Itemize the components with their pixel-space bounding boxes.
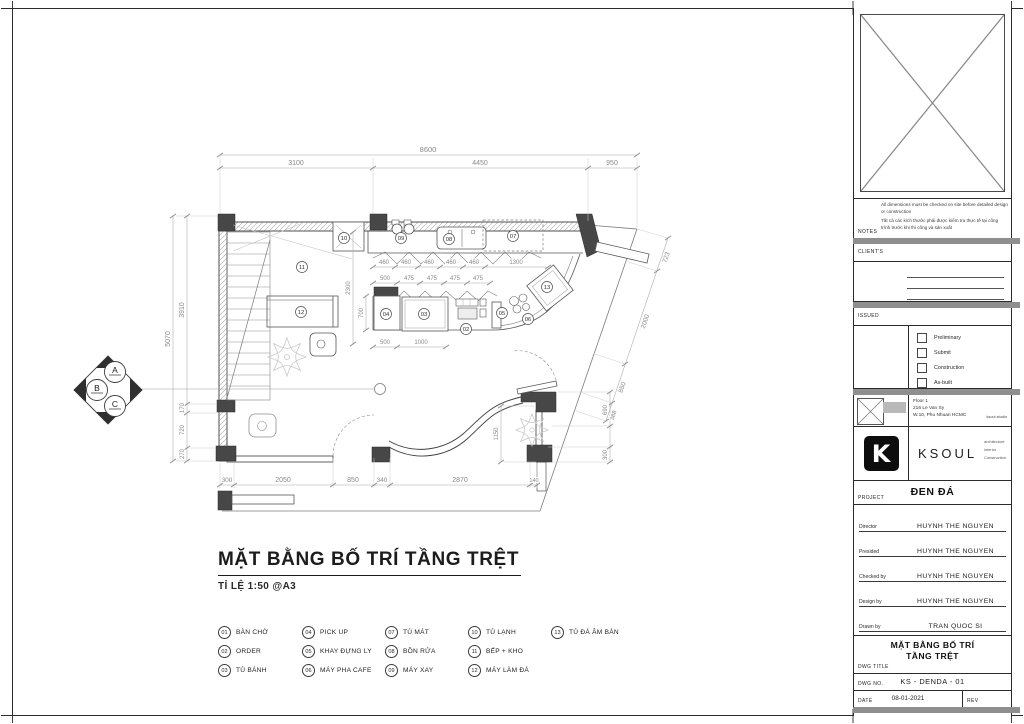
legend-item-number: 01 — [218, 626, 231, 639]
client-signature-line — [907, 289, 1004, 300]
issued-option-label: Submit — [934, 349, 951, 356]
dim-slant-3: 850 — [617, 381, 628, 394]
person-name: HUYNH THE NGUYEN — [917, 523, 994, 530]
dim-left-total: 5070 — [165, 331, 172, 347]
company-name: KSOUL — [918, 446, 978, 461]
rev-label: REV — [967, 698, 979, 704]
dim-im-4: 475 — [449, 276, 461, 282]
tag-02 — [461, 324, 472, 335]
dim-ib-1: 500 — [379, 340, 391, 346]
legend-column — [218, 626, 302, 683]
legend-item — [468, 626, 551, 639]
legend-item-label: KHAY ĐỰNG LY — [320, 648, 372, 655]
dim-bottom-2: 2050 — [275, 477, 291, 484]
tag-03 — [419, 309, 430, 320]
legend-item — [385, 664, 468, 677]
dim-top-1: 3100 — [288, 160, 304, 167]
marker-b: B — [94, 383, 100, 393]
legend-item — [385, 645, 468, 658]
dim-im-3: 475 — [426, 276, 438, 282]
dim-it-1: 460 — [378, 260, 390, 266]
legend-item — [218, 626, 302, 639]
dim-top-total: 8600 — [419, 145, 437, 154]
dim-bottom-6: 140 — [529, 478, 539, 484]
legend-item — [468, 645, 551, 658]
person-name: TRAN QUOC SI — [928, 623, 983, 630]
dwg-title-line2: TẦNG TRỆT — [906, 651, 959, 662]
checkbox[interactable] — [917, 378, 927, 388]
person-row — [859, 557, 1006, 582]
person-row — [859, 507, 1006, 532]
dim-it-2: 460 — [400, 260, 412, 266]
person-name: HUYNH THE NGUYEN — [917, 548, 994, 555]
legend-item-number: 13 — [551, 626, 564, 639]
legend-item-number: 03 — [218, 664, 231, 677]
tag-10-num: 10 — [340, 236, 348, 243]
dim-v700: 700 — [359, 307, 365, 319]
tag-11 — [297, 262, 308, 273]
dim-bottom-5: 2870 — [452, 477, 468, 484]
tag-09 — [396, 233, 407, 244]
dim-right-v1: 690 — [603, 404, 609, 416]
divider-bar — [853, 707, 1020, 713]
date-value: 08-01-2021 — [891, 695, 925, 702]
dim-im-1: 500 — [379, 276, 391, 282]
tag-08 — [444, 234, 455, 245]
studio-tag: ksoul studio — [986, 414, 1007, 420]
ksoul-logo-icon: K — [864, 436, 899, 471]
issued-option — [917, 375, 1011, 390]
notes-label: NOTES — [858, 229, 878, 235]
person-role: Checked by — [859, 574, 886, 580]
service-line: interior — [984, 447, 997, 453]
issued-option-label: Construction — [934, 364, 965, 371]
floor-sink — [310, 333, 336, 356]
tag-06-num: 06 — [524, 317, 532, 324]
tag-06 — [523, 314, 534, 325]
dim-left-2: 170 — [180, 402, 186, 414]
dim-it-4: 460 — [445, 260, 457, 266]
dim-bottom-1: 300 — [221, 477, 233, 484]
tag-12 — [296, 307, 307, 318]
notes-text-en: All dimensions must be checked on site before detailed design or construction — [881, 202, 1008, 214]
legend-item-label: BÀN CHỜ — [236, 629, 269, 636]
dim-v2300: 2300 — [346, 281, 352, 295]
issued-option-label: Preliminary — [934, 334, 961, 341]
dim-right-v2: 300 — [603, 449, 609, 461]
client-signature-line — [907, 267, 1004, 278]
legend-item-number: 08 — [385, 645, 398, 658]
tag-02-num: 02 — [462, 327, 470, 334]
legend-item — [302, 664, 385, 677]
legend-item-number: 07 — [385, 626, 398, 639]
studio-mark — [854, 395, 909, 426]
dim-bottom-3: 850 — [347, 477, 359, 484]
person-role: Design by — [859, 599, 882, 605]
checkbox[interactable] — [917, 348, 927, 358]
legend-item-label: TỦ BÁNH — [236, 667, 267, 674]
logo-section — [854, 427, 1011, 481]
person-row — [859, 607, 1006, 632]
legend-column — [302, 626, 385, 683]
plant-icon — [260, 330, 314, 384]
legend-item-label: TỦ MÁT — [403, 629, 430, 636]
tag-13 — [542, 282, 553, 293]
dim-v1150: 1150 — [494, 427, 500, 441]
address-line: 216 Le Van Sy — [913, 406, 945, 412]
tag-05 — [497, 308, 508, 319]
legend-item — [218, 645, 302, 658]
service-line: Construction — [984, 455, 1006, 461]
legend-item-label: TỦ LẠNH — [486, 629, 516, 636]
dim-im-2: 475 — [403, 276, 415, 282]
date-label: DATE — [858, 698, 873, 704]
dim-bottom-4: 340 — [376, 477, 388, 484]
tag-07 — [508, 231, 519, 242]
dim-left-3: 720 — [180, 424, 186, 436]
legend-column — [468, 626, 551, 683]
dim-left-4: 270 — [180, 448, 186, 460]
legend-item-label: MÁY PHA CAFE — [320, 667, 372, 674]
legend-column — [385, 626, 468, 683]
outdoor-bench — [218, 491, 294, 510]
dwg-title-label: DWG TITLE — [858, 664, 889, 670]
crossed-box-icon — [857, 398, 884, 425]
title-block — [853, 8, 1012, 716]
tag-05-num: 05 — [498, 311, 506, 318]
legend-item-label: BỒN RỬA — [403, 648, 436, 655]
legend-column — [551, 626, 681, 683]
dwg-no-value: KS - DENDA - 01 — [900, 677, 965, 686]
legend-item-number: 09 — [385, 664, 398, 677]
dim-slant-4: 388 — [609, 409, 619, 422]
tag-11-num: 11 — [298, 265, 306, 272]
tag-09-num: 09 — [397, 236, 405, 243]
legend-item — [551, 626, 681, 639]
legend-item-number: 02 — [218, 645, 231, 658]
legend-item — [385, 626, 468, 639]
issued-spacer — [854, 326, 909, 389]
section-marker — [74, 356, 142, 424]
dim-ib-2: 1000 — [414, 340, 428, 346]
date-section — [854, 691, 1011, 707]
clients-section — [854, 244, 1011, 302]
issued-label: ISSUED — [858, 313, 880, 319]
issued-option — [917, 360, 1011, 375]
tag-03-num: 03 — [420, 312, 428, 319]
address-line: Floor 1 — [913, 399, 928, 404]
marker-c: C — [111, 399, 119, 409]
people-section — [854, 505, 1011, 636]
tag-10 — [339, 233, 350, 244]
pos-terminal — [456, 299, 486, 319]
legend-item-number: 06 — [302, 664, 315, 677]
legend-item — [302, 626, 385, 639]
dim-top-2: 4450 — [472, 160, 488, 167]
tag-13-num: 13 — [543, 285, 551, 292]
legend-item-label: BẾP + KHO — [486, 648, 524, 655]
dim-left-1: 3910 — [179, 302, 186, 318]
project-section — [854, 481, 1011, 505]
dim-it-6: 1300 — [509, 260, 523, 266]
drawing-title-block — [218, 549, 521, 592]
stool — [249, 414, 276, 437]
dim-it-5: 460 — [468, 260, 480, 266]
gray-block — [883, 402, 906, 413]
dwg-title-line1: MẶT BẰNG BỐ TRÍ — [890, 640, 975, 650]
person-role: Presided — [859, 549, 880, 555]
issued-option — [917, 330, 1011, 345]
issued-option-label: As-built — [934, 379, 952, 386]
clients-label: CLIENT'S — [858, 249, 884, 255]
tag-08-num: 08 — [445, 237, 453, 244]
legend-item-label: ORDER — [236, 648, 262, 655]
legend-item — [468, 664, 551, 677]
legend-item-number: 05 — [302, 645, 315, 658]
notes-text-vi: Tất cả các kích thước phải được kiểm tra thực tế tại công trình trước khi thi công và sản xuất — [881, 218, 999, 230]
dwg-no-label: DWG NO. — [858, 681, 884, 687]
tag-04-num: 04 — [382, 312, 390, 319]
legend-item-number: 12 — [468, 664, 481, 677]
drawing-scale: TỈ LỆ 1:50 @A3 — [218, 581, 297, 592]
dim-it-3: 460 — [423, 260, 435, 266]
legend-item-label: PICK UP — [320, 629, 349, 636]
project-name: ĐEN ĐÁ — [910, 486, 955, 498]
legend-item-number: 11 — [468, 645, 481, 658]
person-row — [859, 582, 1006, 607]
address-section — [854, 395, 1011, 427]
checkbox[interactable] — [917, 363, 927, 373]
inner-door-arc — [333, 415, 374, 456]
side-door-arc — [512, 351, 556, 380]
image-placeholder — [854, 8, 1011, 199]
person-role: Director — [859, 524, 877, 530]
crossed-box-icon — [861, 15, 1004, 191]
client-signature-line — [907, 278, 1004, 289]
legend-item-label: MÁY XAY — [403, 667, 434, 674]
dim-slant-1: 723 — [661, 251, 672, 264]
entry-door-leaf — [595, 242, 649, 263]
dim-im-5: 475 — [472, 276, 484, 282]
issued-section — [854, 308, 1011, 389]
dim-slant-2: 2000 — [639, 313, 652, 330]
tag-07-num: 07 — [509, 234, 517, 241]
address-line: W.10, Phu Nhuan HCMC — [913, 413, 967, 419]
legend-item-number: 10 — [468, 626, 481, 639]
person-name: HUYNH THE NGUYEN — [917, 573, 994, 580]
dwg-no-section — [854, 674, 1011, 691]
person-row — [859, 532, 1006, 557]
legend-item-label: MÁY LÀM ĐÁ — [486, 667, 530, 674]
legend — [218, 626, 681, 683]
legend-item-label: TỦ ĐÁ ÂM BÀN — [569, 629, 619, 636]
issued-option — [917, 345, 1011, 360]
dwg-title-section — [854, 636, 1011, 674]
doors — [333, 242, 652, 456]
person-name: HUYNH THE NGUYEN — [917, 598, 994, 605]
dim-top-3: 950 — [606, 160, 618, 167]
tag-12-num: 12 — [297, 310, 305, 317]
person-role: Drawn by — [859, 624, 881, 630]
legend-item-number: 04 — [302, 626, 315, 639]
tag-04 — [381, 309, 392, 320]
section-reference — [74, 356, 386, 424]
checkbox[interactable] — [917, 333, 927, 343]
coffee-machine — [510, 294, 530, 313]
page-title: MẶT BẰNG BỐ TRÍ TẦNG TRỆT — [218, 549, 521, 576]
notes-section — [854, 199, 1011, 238]
marker-a: A — [112, 365, 118, 375]
service-line: architecture — [984, 439, 1005, 444]
project-label: PROJECT — [858, 495, 885, 501]
legend-item — [218, 664, 302, 677]
legend-item — [302, 645, 385, 658]
